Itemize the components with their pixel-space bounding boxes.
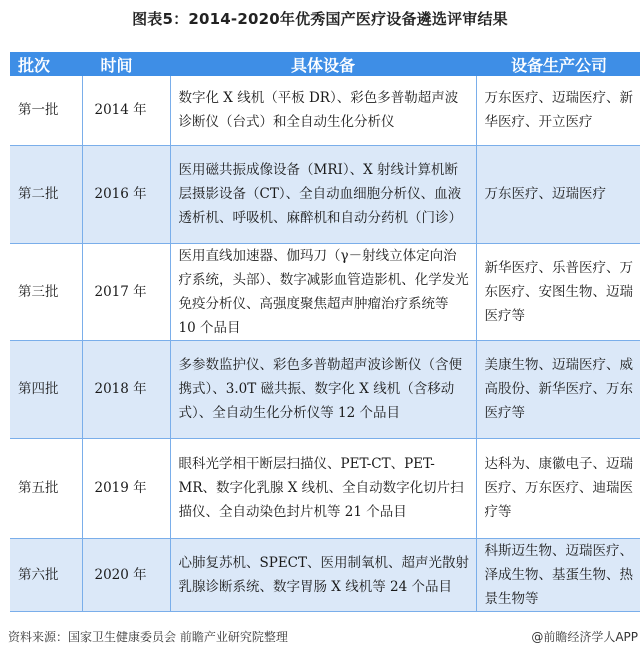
batch-cell: 第五批 — [10, 438, 82, 538]
year-cell: 2014 年 — [82, 76, 170, 145]
companies-cell: 新华医疗、乐普医疗、万东医疗、安图生物、迈瑞医疗等 — [476, 243, 640, 340]
companies-cell: 美康生物、迈瑞医疗、威高股份、新华医疗、万东医疗等 — [476, 340, 640, 438]
year-cell: 2018 年 — [82, 340, 170, 438]
batch-cell: 第六批 — [10, 538, 82, 611]
year-cell: 2017 年 — [82, 243, 170, 340]
batch-cell: 第二批 — [10, 145, 82, 243]
year-cell: 2020 年 — [82, 538, 170, 611]
table-header-row — [10, 52, 640, 76]
table-row — [10, 76, 640, 145]
table-row — [10, 243, 640, 340]
year-cell: 2019 年 — [82, 438, 170, 538]
table-row — [10, 145, 640, 243]
chart-title: 图表5：2014-2020年优秀国产医疗设备遴选评审结果 — [132, 10, 508, 28]
table-row — [10, 538, 640, 611]
equipment-cell: 多参数监护仪、彩色多普勒超声波诊断仪（含便携式）、3.0T 磁共振、数字化 X 线机（含移动式）、全自动生化分析仪等 12 个品目 — [170, 340, 476, 438]
header-batch: 批次 — [10, 52, 82, 76]
companies-cell: 科斯迈生物、迈瑞医疗、泽成生物、基蛋生物、热景生物等 — [476, 538, 640, 611]
equipment-cell: 医用磁共振成像设备（MRI）、X 射线计算机断层摄影设备（CT）、全自动血细胞分析仪、血液透析机、呼吸机、麻醉机和自动分药机（门诊） — [170, 145, 476, 243]
header-equipment: 具体设备 — [170, 52, 476, 76]
results-table — [10, 52, 640, 612]
equipment-cell: 数字化 X 线机（平板 DR）、彩色多普勒超声波诊断仪（台式）和全自动生化分析仪 — [170, 76, 476, 145]
equipment-cell: 心肺复苏机、SPECT、医用制氧机、超声光散射乳腺诊断系统、数字胃肠 X 线机等 24 个品目 — [170, 538, 476, 611]
companies-cell: 万东医疗、迈瑞医疗 — [476, 145, 640, 243]
equipment-cell: 眼科光学相干断层扫描仪、PET-CT、PET-MR、数字化乳腺 X 线机、全自动数字化切片扫描仪、全自动染色封片机等 21 个品目 — [170, 438, 476, 538]
table-row — [10, 340, 640, 438]
header-companies: 设备生产公司 — [476, 52, 640, 76]
companies-cell: 万东医疗、迈瑞医疗、新华医疗、开立医疗 — [476, 76, 640, 145]
header-year: 时间 — [82, 52, 170, 76]
table-row — [10, 438, 640, 538]
batch-cell: 第四批 — [10, 340, 82, 438]
batch-cell: 第一批 — [10, 76, 82, 145]
equipment-cell: 医用直线加速器、伽玛刀（γ－射线立体定向治疗系统，头部）、数字减影血管造影机、化学发光免疫分析仪、高强度聚焦超声肿瘤治疗系统等 10 个品目 — [170, 243, 476, 340]
batch-cell: 第三批 — [10, 243, 82, 340]
year-cell: 2016 年 — [82, 145, 170, 243]
credit-note: @前瞻经济学人APP — [531, 630, 638, 644]
source-note: 资料来源：国家卫生健康委员会 前瞻产业研究院整理 — [8, 630, 288, 644]
companies-cell: 达科为、康徽电子、迈瑞医疗、万东医疗、迪瑞医疗等 — [476, 438, 640, 538]
